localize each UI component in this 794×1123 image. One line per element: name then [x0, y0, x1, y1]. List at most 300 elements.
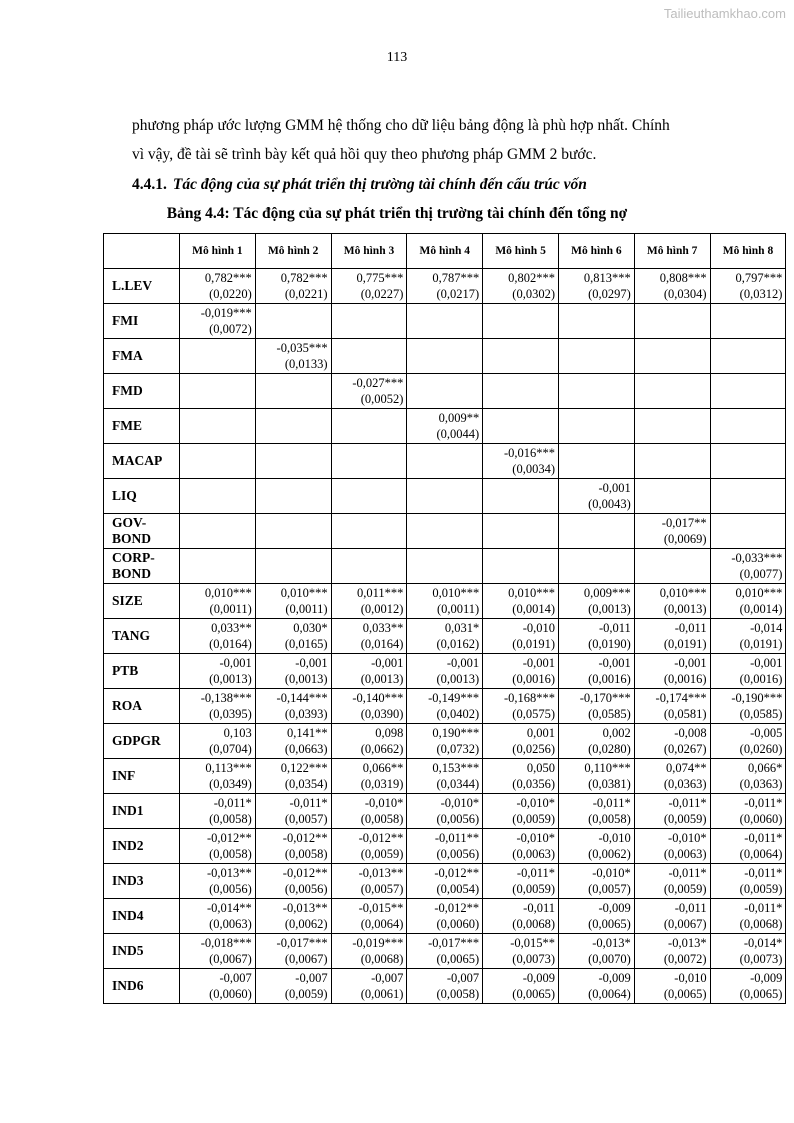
- standard-error: (0,0059): [284, 987, 328, 1001]
- table-cell: [407, 584, 483, 619]
- table-row: [104, 899, 786, 934]
- table-cell: [255, 549, 331, 584]
- standard-error: (0,0390): [360, 707, 404, 721]
- table-cell: [483, 549, 559, 584]
- table-row: [104, 304, 786, 339]
- standard-error: (0,0013): [209, 672, 252, 686]
- row-variable-label: IND4: [104, 899, 180, 934]
- table-cell: [483, 969, 559, 1004]
- coefficient: 0,010***: [204, 586, 252, 600]
- table-cell: [255, 304, 331, 339]
- table-cell: [483, 374, 559, 409]
- table-cell: [255, 969, 331, 1004]
- standard-error: (0,0065): [436, 952, 480, 966]
- table-row: [104, 409, 786, 444]
- standard-error: (0,0060): [436, 917, 480, 931]
- table-cell: [634, 759, 710, 794]
- table-row: [104, 654, 786, 689]
- table-row: [104, 759, 786, 794]
- table-cell: [255, 759, 331, 794]
- standard-error: (0,0011): [285, 602, 328, 616]
- standard-error: (0,0063): [663, 847, 707, 861]
- standard-error: (0,0063): [512, 847, 555, 861]
- coefficient: 0,010***: [432, 586, 480, 600]
- standard-error: (0,0381): [588, 777, 631, 791]
- table-cell: [255, 899, 331, 934]
- standard-error: (0,0067): [209, 952, 252, 966]
- coefficient: -0,035***: [276, 341, 328, 355]
- coefficient: -0,007: [446, 971, 480, 985]
- table-cell: [634, 479, 710, 514]
- table-cell: [407, 409, 483, 444]
- coefficient: -0,149***: [428, 691, 480, 705]
- standard-error: (0,0056): [436, 812, 480, 826]
- standard-error: (0,0065): [663, 987, 707, 1001]
- regression-table: [103, 233, 786, 1004]
- standard-error: (0,0312): [739, 287, 783, 301]
- row-variable-label: PTB: [104, 654, 180, 689]
- standard-error: (0,0220): [209, 287, 252, 301]
- coefficient: -0,027***: [352, 376, 404, 390]
- table-cell: [558, 584, 634, 619]
- table-row: [104, 829, 786, 864]
- table-cell: [407, 794, 483, 829]
- table-cell: [407, 514, 483, 549]
- table-cell: [710, 724, 786, 759]
- coefficient: -0,011*: [744, 901, 783, 915]
- table-row: [104, 514, 786, 549]
- coefficient: -0,168***: [503, 691, 555, 705]
- header-model-6: Mô hình 6: [558, 234, 634, 269]
- table-cell: [558, 829, 634, 864]
- table-cell: [558, 654, 634, 689]
- standard-error: (0,0344): [436, 777, 480, 791]
- standard-error: (0,0070): [588, 952, 631, 966]
- standard-error: (0,0060): [739, 812, 783, 826]
- table-cell: [331, 864, 407, 899]
- coefficient: -0,011: [674, 621, 707, 635]
- table-cell: [558, 549, 634, 584]
- coefficient: -0,012**: [434, 901, 480, 915]
- row-variable-label: LIQ: [104, 479, 180, 514]
- table-cell: [255, 794, 331, 829]
- standard-error: (0,0067): [284, 952, 328, 966]
- standard-error: (0,0191): [739, 637, 783, 651]
- table-cell: [483, 339, 559, 374]
- table-cell: [331, 619, 407, 654]
- coefficient: 0,775***: [356, 271, 404, 285]
- row-variable-label: GDPGR: [104, 724, 180, 759]
- table-cell: [407, 619, 483, 654]
- standard-error: (0,0395): [209, 707, 252, 721]
- table-cell: [634, 584, 710, 619]
- table-cell: [180, 759, 256, 794]
- table-cell: [180, 969, 256, 1004]
- standard-error: (0,0354): [284, 777, 328, 791]
- table-cell: [710, 444, 786, 479]
- table-cell: [634, 864, 710, 899]
- standard-error: (0,0057): [360, 882, 404, 896]
- row-variable-label: IND5: [104, 934, 180, 969]
- standard-error: (0,0190): [588, 637, 631, 651]
- coefficient: -0,144***: [276, 691, 328, 705]
- table-cell: [710, 619, 786, 654]
- coefficient: 0,031*: [444, 621, 480, 635]
- coefficient: -0,010*: [364, 796, 404, 810]
- table-cell: [558, 339, 634, 374]
- table-cell: [558, 724, 634, 759]
- table-row: [104, 549, 786, 584]
- table-cell: [255, 619, 331, 654]
- table-caption: Bảng 4.4: Tác động của sự phát triển thị trường tài chính đến tổng nợ: [166, 205, 628, 222]
- table-cell: [407, 829, 483, 864]
- table-cell: [180, 549, 256, 584]
- coefficient: -0,014: [750, 621, 783, 635]
- paragraph-line-1: phương pháp ước lượng GMM hệ thống cho dữ liệu bảng động là phù hợp nhất. Chính: [132, 117, 670, 134]
- standard-error: (0,0280): [588, 742, 631, 756]
- coefficient: 0,808***: [659, 271, 707, 285]
- coefficient: -0,007: [295, 971, 328, 985]
- coefficient: -0,013**: [207, 866, 252, 880]
- table-row: [104, 794, 786, 829]
- standard-error: (0,0267): [663, 742, 707, 756]
- standard-error: (0,0585): [588, 707, 631, 721]
- table-cell: [483, 934, 559, 969]
- table-cell: [331, 969, 407, 1004]
- table-cell: [634, 409, 710, 444]
- coefficient: -0,012**: [358, 831, 404, 845]
- coefficient: -0,014*: [743, 936, 783, 950]
- coefficient: -0,008: [674, 726, 707, 740]
- table-cell: [710, 934, 786, 969]
- coefficient: -0,017***: [428, 936, 480, 950]
- standard-error: (0,0063): [209, 917, 252, 931]
- variable-label-line-1: GOV-: [112, 515, 147, 530]
- table-cell: [407, 899, 483, 934]
- coefficient: 0,009**: [438, 411, 480, 425]
- table-cell: [634, 689, 710, 724]
- coefficient: 0,010***: [659, 586, 707, 600]
- table-cell: [558, 969, 634, 1004]
- row-variable-label: FMI: [104, 304, 180, 339]
- standard-error: (0,0013): [284, 672, 328, 686]
- coefficient: -0,001: [446, 656, 480, 670]
- standard-error: (0,0056): [436, 847, 480, 861]
- table-cell: [331, 794, 407, 829]
- table-cell: [483, 829, 559, 864]
- table-cell: [407, 724, 483, 759]
- section-title: Tác động của sự phát triển thị trường tài chính đến cấu trúc vốn: [172, 176, 587, 193]
- table-cell: [710, 584, 786, 619]
- standard-error: (0,0068): [360, 952, 404, 966]
- row-variable-label: L.LEV: [104, 269, 180, 304]
- table-cell: [483, 479, 559, 514]
- coefficient: -0,010: [522, 621, 555, 635]
- coefficient: -0,011: [523, 901, 555, 915]
- standard-error: (0,0059): [360, 847, 404, 861]
- coefficient: -0,011*: [668, 796, 707, 810]
- variable-label-line-2: BOND: [112, 531, 152, 546]
- coefficient: -0,011*: [592, 796, 631, 810]
- coefficient: -0,007: [219, 971, 252, 985]
- coefficient: 0,782***: [204, 271, 252, 285]
- coefficient: -0,009: [750, 971, 783, 985]
- table-cell: [407, 479, 483, 514]
- standard-error: (0,0064): [739, 847, 783, 861]
- table-row: [104, 269, 786, 304]
- table-row: [104, 689, 786, 724]
- standard-error: (0,0059): [512, 812, 555, 826]
- standard-error: (0,0072): [663, 952, 707, 966]
- table-cell: [255, 269, 331, 304]
- table-cell: [255, 654, 331, 689]
- table-cell: [407, 339, 483, 374]
- coefficient: 0,813***: [583, 271, 631, 285]
- table-cell: [255, 689, 331, 724]
- coefficient: -0,010*: [516, 796, 555, 810]
- table-cell: [558, 934, 634, 969]
- table-row: [104, 969, 786, 1004]
- standard-error: (0,0012): [360, 602, 404, 616]
- coefficient: -0,001: [295, 656, 328, 670]
- table-cell: [407, 969, 483, 1004]
- row-variable-label: SIZE: [104, 584, 180, 619]
- coefficient: 0,153***: [432, 761, 480, 775]
- coefficient: -0,011*: [213, 796, 252, 810]
- table-row: [104, 339, 786, 374]
- table-cell: [483, 794, 559, 829]
- table-cell: [483, 899, 559, 934]
- table-cell: [710, 794, 786, 829]
- table-cell: [255, 479, 331, 514]
- header-model-3: Mô hình 3: [331, 234, 407, 269]
- standard-error: (0,0363): [663, 777, 707, 791]
- table-cell: [180, 514, 256, 549]
- table-cell: [634, 339, 710, 374]
- coefficient: -0,017***: [276, 936, 328, 950]
- row-variable-label: MACAP: [104, 444, 180, 479]
- standard-error: (0,0402): [436, 707, 480, 721]
- standard-error: (0,0034): [512, 462, 555, 476]
- table-cell: [255, 339, 331, 374]
- standard-error: (0,0057): [588, 882, 631, 896]
- standard-error: (0,0349): [209, 777, 252, 791]
- coefficient: -0,013**: [358, 866, 404, 880]
- table-cell: [407, 444, 483, 479]
- table-cell: [634, 514, 710, 549]
- coefficient: -0,001: [219, 656, 252, 670]
- standard-error: (0,0072): [209, 322, 252, 336]
- standard-error: (0,0059): [663, 882, 707, 896]
- table-cell: [180, 899, 256, 934]
- table-cell: [180, 654, 256, 689]
- coefficient: -0,011*: [289, 796, 328, 810]
- table-cell: [255, 584, 331, 619]
- table-cell: [483, 759, 559, 794]
- table-cell: [180, 339, 256, 374]
- coefficient: -0,010*: [516, 831, 555, 845]
- watermark: Tailieuthamkhao.com: [663, 6, 786, 21]
- coefficient: 0,002: [602, 726, 631, 740]
- table-cell: [255, 934, 331, 969]
- table-cell: [331, 409, 407, 444]
- coefficient: 0,010***: [280, 586, 328, 600]
- standard-error: (0,0319): [360, 777, 404, 791]
- coefficient: -0,012**: [207, 831, 252, 845]
- standard-error: (0,0191): [663, 637, 707, 651]
- table-cell: [331, 759, 407, 794]
- coefficient: 0,802***: [508, 271, 555, 285]
- table-cell: [634, 829, 710, 864]
- standard-error: (0,0011): [209, 602, 252, 616]
- table-cell: [483, 619, 559, 654]
- table-cell: [180, 304, 256, 339]
- table-cell: [331, 514, 407, 549]
- standard-error: (0,0043): [588, 497, 631, 511]
- table-cell: [255, 409, 331, 444]
- coefficient: -0,140***: [352, 691, 404, 705]
- standard-error: (0,0067): [663, 917, 707, 931]
- table-cell: [180, 794, 256, 829]
- table-cell: [407, 549, 483, 584]
- header-model-5: Mô hình 5: [483, 234, 559, 269]
- table-cell: [255, 724, 331, 759]
- standard-error: (0,0065): [588, 917, 631, 931]
- standard-error: (0,0058): [284, 847, 328, 861]
- standard-error: (0,0356): [512, 777, 555, 791]
- standard-error: (0,0014): [512, 602, 555, 616]
- coefficient: -0,001: [750, 656, 783, 670]
- table-cell: [407, 374, 483, 409]
- table-cell: [407, 864, 483, 899]
- coefficient: 0,074**: [665, 761, 707, 775]
- coefficient: -0,010*: [592, 866, 631, 880]
- table-cell: [483, 514, 559, 549]
- standard-error: (0,0704): [209, 742, 252, 756]
- standard-error: (0,0393): [284, 707, 328, 721]
- table-cell: [710, 374, 786, 409]
- coefficient: -0,001: [674, 656, 707, 670]
- table-cell: [634, 794, 710, 829]
- table-cell: [710, 339, 786, 374]
- table-cell: [634, 269, 710, 304]
- variable-label-line-2: BOND: [112, 566, 152, 581]
- row-variable-label: IND1: [104, 794, 180, 829]
- table-cell: [255, 514, 331, 549]
- table-cell: [558, 899, 634, 934]
- coefficient: -0,001: [598, 656, 631, 670]
- table-cell: [407, 759, 483, 794]
- standard-error: (0,0260): [739, 742, 783, 756]
- standard-error: (0,0016): [512, 672, 555, 686]
- coefficient: -0,001: [522, 656, 555, 670]
- coefficient: 0,787***: [432, 271, 480, 285]
- coefficient: -0,018***: [200, 936, 252, 950]
- table-cell: [558, 269, 634, 304]
- table-cell: [634, 654, 710, 689]
- standard-error: (0,0217): [436, 287, 480, 301]
- coefficient: -0,015**: [510, 936, 555, 950]
- table-cell: [331, 444, 407, 479]
- coefficient: -0,011*: [744, 831, 783, 845]
- coefficient: -0,017**: [661, 516, 707, 530]
- coefficient: -0,016***: [503, 446, 555, 460]
- table-cell: [710, 654, 786, 689]
- table-cell: [558, 304, 634, 339]
- coefficient: -0,009: [598, 971, 631, 985]
- table-cell: [710, 759, 786, 794]
- table-cell: [255, 829, 331, 864]
- coefficient: 0,103: [223, 726, 252, 740]
- coefficient: -0,011*: [744, 796, 783, 810]
- standard-error: (0,0062): [588, 847, 631, 861]
- header-model-4: Mô hình 4: [407, 234, 483, 269]
- table-cell: [331, 339, 407, 374]
- coefficient: -0,011: [598, 621, 631, 635]
- coefficient: -0,011: [674, 901, 707, 915]
- standard-error: (0,0058): [209, 812, 252, 826]
- standard-error: (0,0164): [360, 637, 404, 651]
- coefficient: -0,190***: [731, 691, 783, 705]
- table-cell: [483, 724, 559, 759]
- row-variable-label: IND3: [104, 864, 180, 899]
- standard-error: (0,0575): [512, 707, 555, 721]
- table-cell: [407, 304, 483, 339]
- standard-error: (0,0060): [209, 987, 252, 1001]
- table-cell: [180, 374, 256, 409]
- table-cell: [558, 619, 634, 654]
- standard-error: (0,0165): [284, 637, 328, 651]
- table-cell: [331, 304, 407, 339]
- standard-error: (0,0064): [360, 917, 404, 931]
- row-variable-label: FME: [104, 409, 180, 444]
- standard-error: (0,0059): [512, 882, 555, 896]
- standard-error: (0,0059): [663, 812, 707, 826]
- standard-error: (0,0016): [663, 672, 707, 686]
- table-cell: [558, 864, 634, 899]
- table-cell: [331, 374, 407, 409]
- table-cell: [331, 934, 407, 969]
- coefficient: 0,098: [375, 726, 404, 740]
- standard-error: (0,0057): [284, 812, 328, 826]
- table-cell: [710, 479, 786, 514]
- table-cell: [180, 829, 256, 864]
- coefficient: 0,001: [526, 726, 555, 740]
- table-cell: [180, 444, 256, 479]
- coefficient: -0,012**: [434, 866, 480, 880]
- standard-error: (0,0662): [360, 742, 404, 756]
- standard-error: (0,0058): [436, 987, 480, 1001]
- table-cell: [180, 269, 256, 304]
- table-cell: [634, 899, 710, 934]
- header-model-7: Mô hình 7: [634, 234, 710, 269]
- standard-error: (0,0077): [739, 567, 783, 581]
- standard-error: (0,0133): [284, 357, 328, 371]
- standard-error: (0,0056): [284, 882, 328, 896]
- table-cell: [483, 304, 559, 339]
- table-cell: [634, 444, 710, 479]
- coefficient: -0,013*: [592, 936, 631, 950]
- coefficient: 0,050: [526, 761, 555, 775]
- table-cell: [634, 374, 710, 409]
- coefficient: -0,011*: [668, 866, 707, 880]
- coefficient: -0,013*: [668, 936, 707, 950]
- coefficient: 0,033**: [211, 621, 252, 635]
- coefficient: 0,010***: [508, 586, 555, 600]
- table-cell: [634, 549, 710, 584]
- standard-error: (0,0073): [512, 952, 555, 966]
- table-cell: [331, 829, 407, 864]
